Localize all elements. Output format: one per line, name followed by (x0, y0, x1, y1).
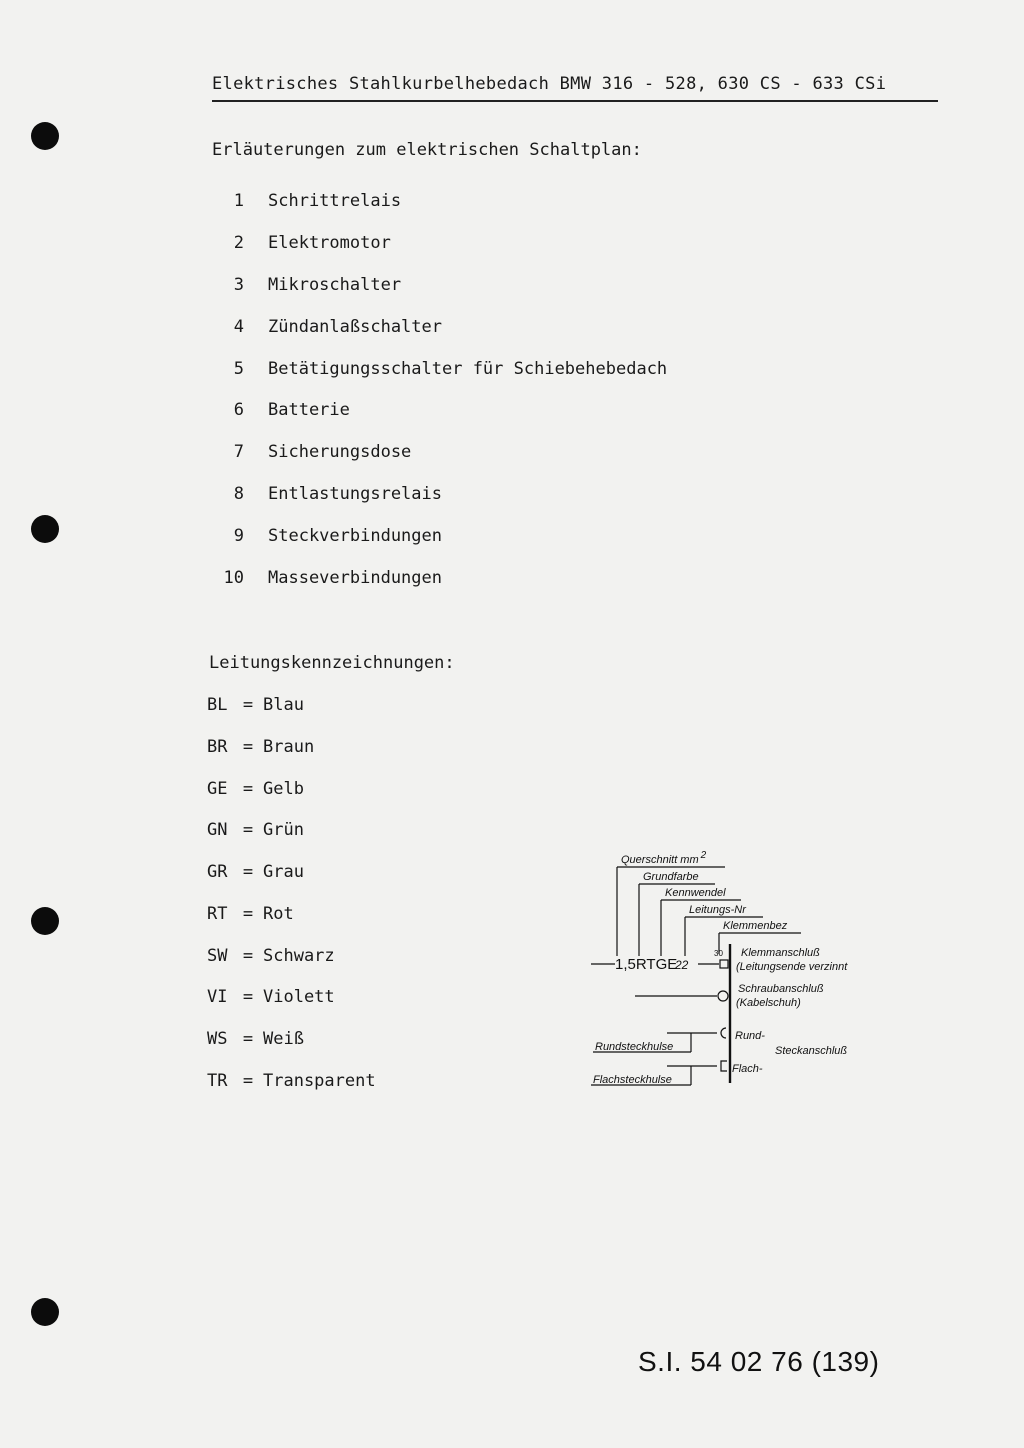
legend-label: Batterie (268, 400, 350, 420)
wire-code: BR (207, 737, 228, 757)
equals-sign: = (242, 1071, 254, 1091)
equals-sign: = (242, 820, 254, 840)
punch-hole-4 (31, 1298, 59, 1326)
service-info-reference: S.I. 54 02 76 (139) (638, 1346, 880, 1377)
equals-sign: = (242, 1029, 254, 1049)
label-leitungs-nr: Leitungs-Nr (689, 904, 746, 916)
wire-code-meaning: Transparent (263, 1071, 376, 1091)
wire-code: SW (207, 946, 228, 966)
wire-code-row (207, 862, 304, 882)
wire-code-meaning: Weiß (263, 1029, 304, 1049)
wire-code-meaning: Grau (263, 862, 304, 882)
legend-number: 8 (233, 484, 244, 504)
legend-item (233, 484, 442, 504)
legend-item (233, 400, 350, 420)
legend-number: 4 (233, 317, 244, 337)
label-schraub-sub: (Kabelschuh) (736, 997, 801, 1009)
legend-item (233, 359, 668, 379)
legend-number: 5 (233, 359, 244, 379)
legend-label: Elektromotor (268, 233, 391, 253)
equals-sign: = (242, 779, 254, 799)
wire-code-row (207, 1071, 376, 1091)
legend-item (233, 275, 402, 295)
legend-number: 7 (233, 442, 244, 462)
legend-item (233, 317, 442, 337)
wire-code-row (207, 695, 304, 715)
label-klemmenbez: Klemmenbez (723, 920, 788, 932)
label-klemm-sub: (Leitungsende verzinnt (736, 961, 848, 973)
label-rund: Rund- (735, 1030, 765, 1042)
label-schraubanschluss: Schraubanschluß (738, 983, 824, 995)
legend-number: 9 (233, 526, 244, 546)
wire-code: RT (207, 904, 228, 924)
wire-code-meaning: Rot (263, 904, 294, 924)
label-kennwendel: Kennwendel (665, 887, 726, 899)
legend-number: 6 (233, 400, 244, 420)
page-header: Elektrisches Stahlkurbelhebedach BMW 316 - 528, 630 CS - 633 CSi (212, 74, 938, 102)
wire-code-meaning: Braun (263, 737, 315, 757)
equals-sign: = (242, 695, 254, 715)
label-flachsteckhulse: Flachsteckhulse (593, 1074, 672, 1086)
label-rundsteckhulse: Rundsteckhulse (595, 1041, 674, 1053)
legend-label: Steckverbindungen (268, 526, 442, 546)
legend-title: Erläuterungen zum elektrischen Schaltplan: (212, 140, 642, 160)
wire-code: GN (207, 820, 228, 840)
punch-hole-1 (31, 122, 59, 150)
label-klemmanschluss: Klemmanschluß (741, 947, 820, 959)
wire-code: VI (207, 987, 228, 1007)
wire-code-meaning: Schwarz (263, 946, 335, 966)
wire-code-meaning: Grün (263, 820, 304, 840)
wire-code: GE (207, 779, 228, 799)
wire-code-meaning: Violett (263, 987, 335, 1007)
legend-label: Masseverbindungen (268, 568, 442, 588)
equals-sign: = (242, 904, 254, 924)
wire-code-row (207, 987, 335, 1007)
wire-code-row (207, 904, 294, 924)
label-querschnitt: Querschnitt mm 2 (621, 850, 707, 866)
wire-codes-title: Leitungskennzeichnungen: (209, 653, 455, 673)
equals-sign: = (242, 862, 254, 882)
equals-sign: = (242, 946, 254, 966)
wire-code-row (207, 946, 335, 966)
legend-label: Mikroschalter (268, 275, 402, 295)
wire-code-row (207, 1029, 304, 1049)
equals-sign: = (242, 737, 254, 757)
wire-code: GR (207, 862, 228, 882)
punch-hole-3 (31, 907, 59, 935)
wire-code: BL (207, 695, 228, 715)
wire-code: TR (207, 1071, 228, 1091)
legend-label: Sicherungsdose (268, 442, 412, 462)
legend-label: Schrittrelais (268, 191, 402, 211)
legend-item (233, 233, 391, 253)
label-steckanschluss: Steckanschluß (775, 1045, 848, 1057)
legend-number: 2 (233, 233, 244, 253)
wire-code: WS (207, 1029, 228, 1049)
wire-label-diagram (585, 840, 875, 1100)
wire-label-example: 1,5RTGE (615, 956, 678, 973)
flat-plug-symbol (721, 1061, 727, 1071)
wire-code-meaning: Gelb (263, 779, 304, 799)
legend-label: Betätigungsschalter für Schiebehebedach (268, 359, 668, 379)
terminal-number: 30 (714, 949, 723, 958)
legend-item (233, 442, 412, 462)
wire-code-row (207, 779, 304, 799)
wire-number-example: 22 (675, 958, 689, 972)
clamp-terminal-symbol (720, 960, 728, 968)
legend-item (233, 191, 402, 211)
screw-terminal-symbol (718, 991, 728, 1001)
wire-code-row (207, 737, 314, 757)
equals-sign: = (242, 987, 254, 1007)
wire-code-meaning: Blau (263, 695, 304, 715)
legend-label: Zündanlaßschalter (268, 317, 442, 337)
legend-label: Entlastungsrelais (268, 484, 442, 504)
legend-item (223, 568, 442, 588)
legend-number: 3 (233, 275, 244, 295)
label-grundfarbe: Grundfarbe (643, 871, 699, 883)
label-flach: Flach- (732, 1063, 763, 1075)
wire-code-row (207, 820, 304, 840)
punch-hole-2 (31, 515, 59, 543)
legend-number: 10 (223, 568, 244, 588)
round-plug-symbol (721, 1028, 726, 1038)
legend-number: 1 (233, 191, 244, 211)
legend-item (233, 526, 442, 546)
